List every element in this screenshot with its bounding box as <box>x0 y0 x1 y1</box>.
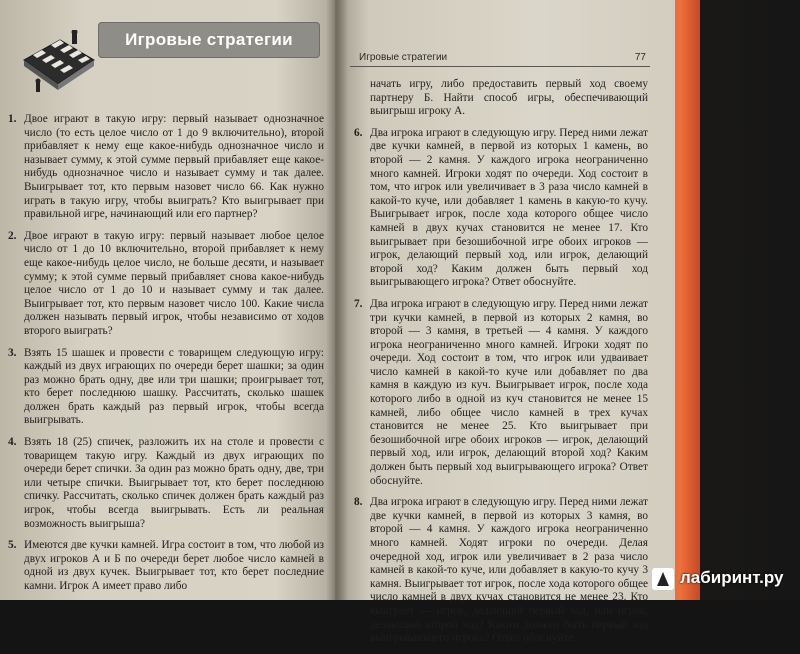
problem-text: Имеются две кучки камней. Игра состоит в том, что любой из двух игроков А и Б по очереди берет любое число камней в одной из двух кучек. Выигрывает тот, кто берет последние камни. Игрок А имеет право либо <box>24 539 324 592</box>
problem-number: 3. <box>8 346 17 359</box>
page-number: 77 <box>634 52 646 63</box>
labirint-logo-icon <box>652 568 674 590</box>
problem-item <box>6 539 324 593</box>
problem-text: Взять 15 шашек и провести с товарищем следующую игру: каждый из двух играющих по очереди берет шашки; за один раз можно брать одну, две или три шашки; проигрывает тот, кто берет последнюю шашку. Рассчитать, сколько шашек должен брать каждый раз первый игрок, чтобы всегда выигрывать. <box>24 346 324 427</box>
problem-number: 5. <box>8 539 17 552</box>
problem-item <box>352 496 648 646</box>
chapter-title: Игровые стратегии <box>125 30 293 49</box>
watermark <box>652 566 794 592</box>
book-gutter <box>326 0 348 600</box>
problem-text: Двое играют в такую игру: первый называет любое целое число от 1 до 10 включительно, второй прибавляет к нему еще какое-нибудь целое число, не больше десяти, и называет сумму; к этой сумме первый прибавляет снова какое-нибудь целое число от 1 до 10 и называет сумму и так далее. Выигрывает тот, кто первым назовет число 100. Какие числа должен называть первый игрок, чтобы независимо от ходов второго выиграть? <box>24 229 324 337</box>
problem-number: 8. <box>354 496 363 509</box>
problem-number: 1. <box>8 113 17 125</box>
running-head-title: Игровые стратегии <box>359 52 448 63</box>
problem-text: Двое играют в такую игру: первый называет однозначное число (то есть целое число от 1 до 9 включительно), второй прибавляет к нему еще какое-нибудь однозначное число и называет сумму, к этой сумме первый прибавляет еще какое-нибудь однозначное число и называет сумму и так далее. Выигрывает тот, кто первым назовет число 66. Как нужно играть в такую игру, чтобы выиграть? Кто выигрывает при правильной игре, начинающий или его партнер? <box>24 113 324 221</box>
right-problems-column <box>352 78 648 654</box>
watermark-text: лабиринт.ру <box>680 568 784 587</box>
left-problems-column <box>6 113 324 602</box>
problem-item <box>6 347 324 429</box>
problem-text: Два игрока играют в следующую игру. Перед ними лежат две кучки камней, в первой из которых 1 камень, во второй — 2 камня. У каждого игрока неограниченно много камней. Игроки ходят по очереди. Ход состоит в том, что игрок или увеличивает в 3 раза число камней в какой-то куче, или добавляет 1 камень в какую-то кучу. Выигрывает игрок, после хода которого общее число камней в двух кучах становится не менее 17. Кто выигрывает при безошибочной игре обоих игроков — игрок, делающий первый ход, или игрок, делающий второй ход? Каким должен быть первый ход выигрывающего игрока? Ответ обоснуйте. <box>370 126 648 289</box>
problem-text: Два игрока играют в следующую игру. Перед ними лежат две кучки камней, в первой из которых 3 камня, во второй — 4 камня. У каждого игрока неограниченно много камней. Ходят игроки по очереди. Делая очередной ход, игрок или увеличивает в 2 раза число камней в какой-то куче, или добавляет в какую-то кучу 3 камня. Выигрывает тот игрок, после хода которого общее число камней в двух кучах становится не менее 23. Кто выиграет — игрок, делающий первый ход, или игрок, делающий второй ход? Каким должен быть первый ход выигрывающего игрока? Ответ обоснуйте. <box>370 496 648 645</box>
problem-text: Взять 18 (25) спичек, разложить их на столе и провести с товарищем такую игру. Каждый из двух играющих по очереди берет спички. За один раз можно брать одну, две, три или четыре спички. Выигрывает тот, кто берет последнюю спичку. Рассчитать, сколько спичек должен брать каждый раз игрок, чтобы всегда выигрывать. Есть ли реальная возможность выигрыша? <box>24 436 324 530</box>
problem-item <box>6 436 324 531</box>
problem-number: 4. <box>8 436 17 449</box>
problem-text: Два игрока играют в следующую игру. Перед ними лежат три кучки камней, в первой из которых 2 камня, во второй — 3 камня, в третьей — 4 камня. У каждого игрока неограниченно много камней. Игроки ходят по очереди. Ход состоит в том, что игрок или удваивает число камней в какой-то куче или добавляет по два камня в каждую из куч. Выигрывает игрок, после хода которого либо в одной из куч становится не менее 15 камней, либо общее число камней в трех кучах становится не менее 25. Кто выигрывает при безошибочной игре обоих игроков — игрок, делающий первый ход, или игрок, делающий второй ход? Каким должен быть первый ход выигрывающего игрока? Ответ обоснуйте. <box>370 297 648 487</box>
problem-number: 7. <box>354 297 363 310</box>
problem-number: 2. <box>8 229 17 242</box>
chessboard-illustration <box>20 30 98 100</box>
problem-item <box>6 113 324 222</box>
problem-item <box>6 230 324 339</box>
problem-item <box>352 298 648 488</box>
problem-number: 6. <box>354 126 363 139</box>
left-page <box>0 0 345 600</box>
chapter-title-banner <box>98 22 320 58</box>
running-header <box>345 52 650 66</box>
header-rule <box>350 66 650 67</box>
problem-item <box>352 127 648 290</box>
problem-continuation: начать игру, либо предоставить первый ход своему партнеру Б. Найти способ игры, обеспечивающий выигрыш игроку А. <box>370 78 648 118</box>
